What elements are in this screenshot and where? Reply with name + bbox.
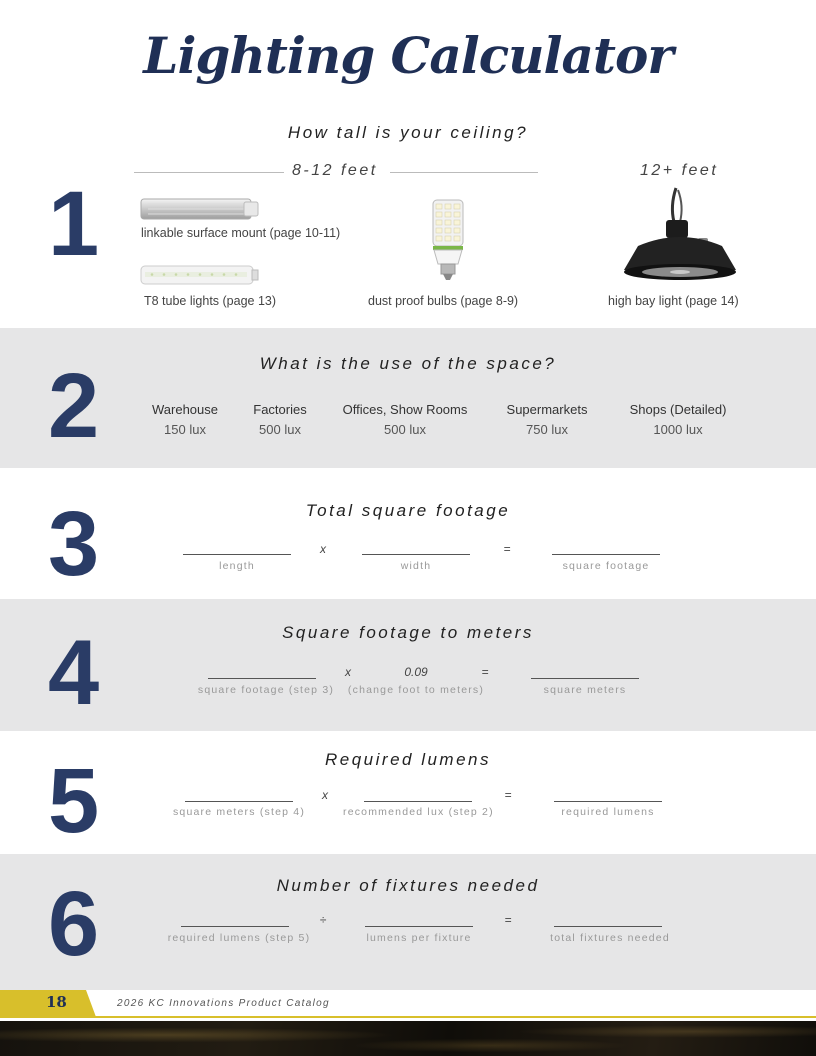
- required-lumens-step5-label: required lumens (step 5): [167, 932, 311, 944]
- step-5-question: Required lumens: [324, 750, 491, 769]
- step-4-question: Square footage to meters: [282, 623, 534, 642]
- range-12-plus-heading: 12+ feet: [640, 162, 719, 179]
- equals-operator: =: [503, 542, 511, 556]
- square-footage-step3-field[interactable]: [208, 678, 316, 679]
- width-label: width: [400, 560, 432, 572]
- square-footage-step3-label: square footage (step 3): [197, 684, 335, 696]
- space-offices: [334, 402, 476, 437]
- t8-tube-caption: T8 tube lights (page 13): [144, 294, 277, 308]
- footer-rule: [0, 1016, 816, 1018]
- step-3-number: 3: [48, 493, 100, 595]
- step-1-number: 1: [48, 173, 100, 275]
- divider-left: [134, 172, 284, 173]
- space-shops: [618, 402, 738, 437]
- square-meters-step4-label: square meters (step 4): [172, 806, 306, 818]
- required-lumens-field[interactable]: [554, 801, 662, 802]
- square-footage-field[interactable]: [552, 554, 660, 555]
- divide-operator: ÷: [319, 913, 327, 927]
- space-name: Offices, Show Rooms: [342, 402, 468, 417]
- step-2-band: [0, 328, 816, 468]
- space-name: Factories: [253, 402, 307, 417]
- page-number: 18: [46, 993, 67, 1011]
- space-supermarkets: [494, 402, 600, 437]
- space-name: Supermarkets: [506, 402, 588, 417]
- required-lumens-label: required lumens: [561, 806, 655, 818]
- marble-background-strip: [0, 1021, 816, 1056]
- width-field[interactable]: [362, 554, 470, 555]
- space-lux: 1000 lux: [653, 422, 703, 437]
- step-2-question: What is the use of the space?: [259, 354, 557, 373]
- catalog-name: 2026 KC Innovations Product Catalog: [117, 998, 330, 1009]
- length-label: length: [219, 560, 255, 572]
- step-5-number: 5: [48, 750, 100, 852]
- divider-right: [390, 172, 538, 173]
- equals-operator: =: [504, 913, 512, 927]
- space-lux: 150 lux: [164, 422, 206, 437]
- surface-mount-caption: linkable surface mount (page 10-11): [141, 226, 341, 240]
- required-lumens-step5-field[interactable]: [181, 926, 289, 927]
- dust-proof-bulb-image: [428, 198, 468, 282]
- square-footage-label: square footage: [562, 560, 650, 572]
- range-8-12-heading: 8-12 feet: [292, 162, 378, 179]
- total-fixtures-field[interactable]: [554, 926, 662, 927]
- space-lux: 500 lux: [384, 422, 426, 437]
- step-5-band: [0, 731, 816, 854]
- step-6-number: 6: [48, 873, 100, 975]
- step-4-band: [0, 599, 816, 731]
- t8-tube-image: [140, 262, 260, 288]
- recommended-lux-field[interactable]: [364, 801, 472, 802]
- space-lux: 750 lux: [526, 422, 568, 437]
- multiply-operator: x: [345, 665, 351, 679]
- space-factories: [240, 402, 320, 437]
- equals-operator: =: [481, 665, 489, 679]
- square-meters-label: square meters: [543, 684, 627, 696]
- conversion-constant: 0.09: [404, 665, 428, 679]
- total-fixtures-label: total fixtures needed: [550, 932, 670, 944]
- high-bay-light-image: [618, 186, 742, 284]
- step-1-question: How tall is your ceiling?: [287, 123, 529, 142]
- space-warehouse: [140, 402, 230, 437]
- step-6-question: Number of fixtures needed: [276, 876, 540, 895]
- space-name: Shops (Detailed): [629, 402, 727, 417]
- space-name: Warehouse: [152, 402, 218, 417]
- conversion-label: (change foot to meters): [347, 684, 485, 696]
- dust-proof-bulb-caption: dust proof bulbs (page 8-9): [368, 294, 519, 308]
- lumens-per-fixture-label: lumens per fixture: [366, 932, 472, 944]
- high-bay-light-caption: high bay light (page 14): [608, 294, 739, 308]
- lumens-per-fixture-field[interactable]: [365, 926, 473, 927]
- step-2-number: 2: [48, 355, 100, 457]
- page-title: Lighting Calculator: [143, 26, 673, 85]
- step-3-band: [0, 468, 816, 599]
- square-meters-field[interactable]: [531, 678, 639, 679]
- multiply-operator: x: [322, 788, 328, 802]
- step-4-number: 4: [48, 622, 100, 724]
- space-lux: 500 lux: [259, 422, 301, 437]
- step-3-question: Total square footage: [305, 501, 511, 520]
- recommended-lux-label: recommended lux (step 2): [343, 806, 494, 818]
- multiply-operator: x: [320, 542, 326, 556]
- length-field[interactable]: [183, 554, 291, 555]
- square-meters-step4-field[interactable]: [185, 801, 293, 802]
- equals-operator: =: [504, 788, 512, 802]
- step-6-band: [0, 854, 816, 990]
- surface-mount-image: [140, 196, 260, 222]
